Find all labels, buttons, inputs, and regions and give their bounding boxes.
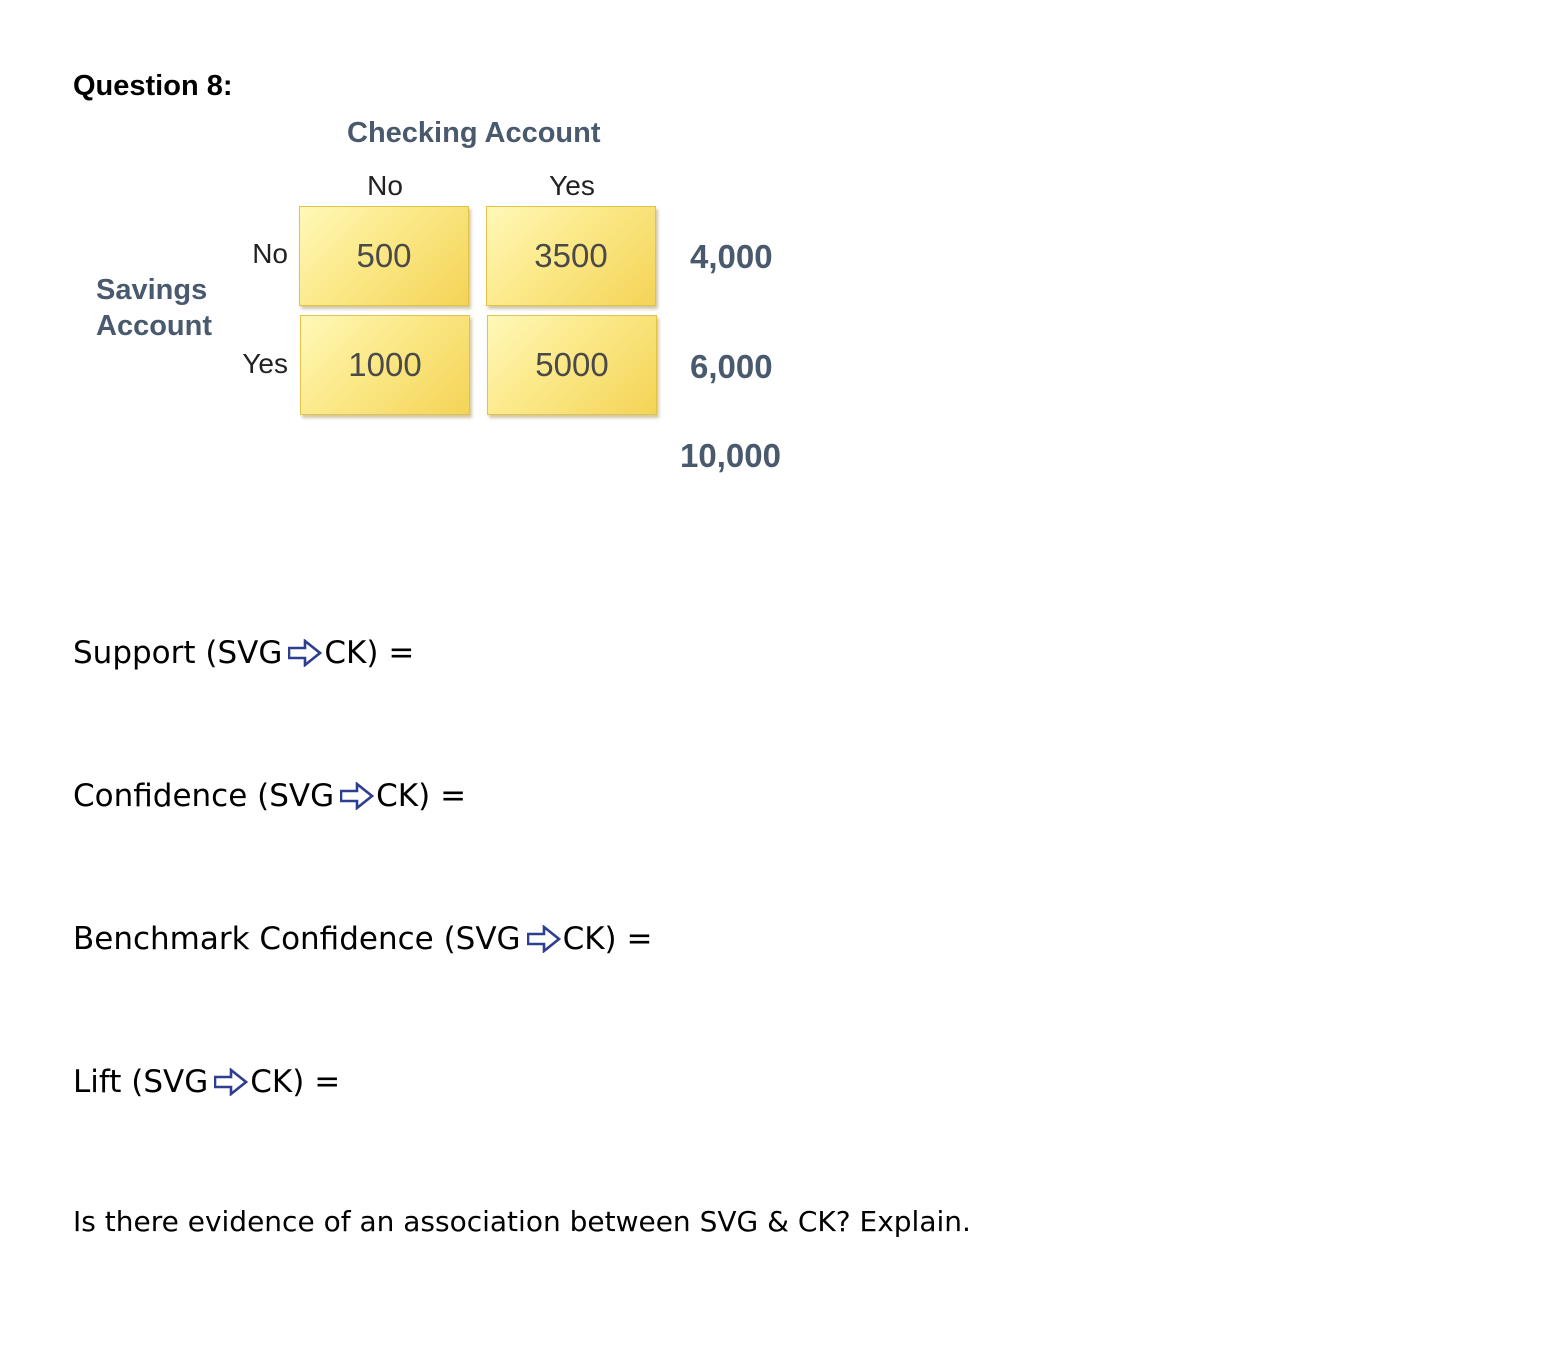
cell-no-no: 500 [299, 206, 469, 306]
support-suffix: CK) = [324, 635, 415, 671]
confidence-prefix: Confidence (SVG [73, 778, 335, 814]
lift-prefix: Lift (SVG [73, 1064, 209, 1100]
column-label-no: No [367, 170, 403, 201]
row-total-yes: 6,000 [690, 348, 773, 385]
question-heading: Question 8: [73, 70, 233, 102]
row-label-yes: Yes [242, 348, 288, 379]
column-label-yes: Yes [549, 170, 595, 201]
cell-yes-yes: 5000 [487, 315, 657, 415]
benchmark-confidence-prefix: Benchmark Confidence (SVG [73, 921, 521, 957]
row-label-no: No [252, 238, 288, 269]
confidence-question [73, 778, 466, 814]
cell-yes-no: 1000 [300, 315, 470, 415]
column-title: Checking Account [347, 117, 601, 149]
support-prefix: Support (SVG [73, 635, 283, 671]
support-question [73, 635, 414, 671]
right-arrow-icon [340, 782, 374, 810]
right-arrow-icon [527, 925, 561, 953]
benchmark-confidence-question [73, 921, 652, 957]
lift-question [73, 1064, 340, 1100]
grand-total: 10,000 [680, 437, 781, 474]
association-question: Is there evidence of an association between SVG & CK? Explain. [73, 1205, 971, 1238]
benchmark-confidence-suffix: CK) = [562, 921, 653, 957]
row-title: Savings Account [96, 274, 212, 342]
lift-suffix: CK) = [250, 1064, 341, 1100]
confidence-suffix: CK) = [376, 778, 467, 814]
cell-no-yes: 3500 [486, 206, 656, 306]
row-total-no: 4,000 [690, 238, 773, 275]
right-arrow-icon [288, 639, 322, 667]
right-arrow-icon [214, 1068, 248, 1096]
